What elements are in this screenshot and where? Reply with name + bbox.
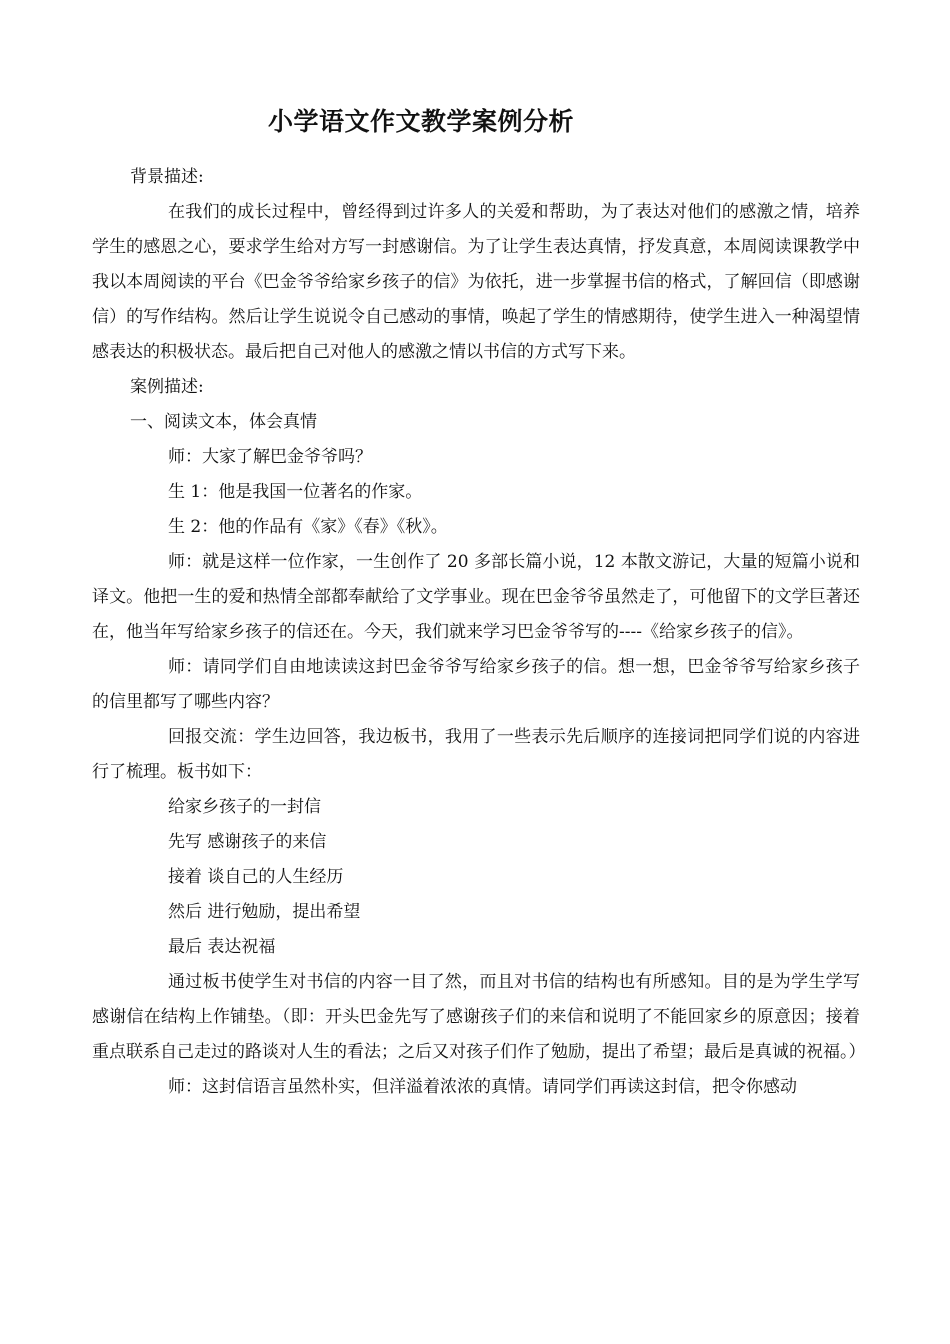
- dialogue-line: 师：这封信语言虽然朴实，但洋溢着浓浓的真情。请同学们再读这封信，把令你感动: [168, 1077, 797, 1097]
- board-line: 给家乡孩子的一封信: [168, 797, 321, 817]
- subheading-reading: 一、阅读文本，体会真情: [130, 412, 317, 432]
- section-heading-background: 背景描述:: [130, 167, 204, 187]
- dialogue-line: 生 1：他是我国一位著名的作家。: [168, 482, 423, 502]
- document-body: [92, 160, 866, 1105]
- dialogue-line: 师：大家了解巴金爷爷吗？: [168, 447, 372, 467]
- paragraph-board-explanation: 通过板书使学生对书信的内容一目了然，而且对书信的结构也有所感知。目的是为学生学写感谢信在结构上作铺垫。（即：开头巴金先写了感谢孩子们的来信和说明了不能回家乡的原意因；接着重点联系自己走过的路谈对人生的看法；之后又对孩子们作了勉励，提出了希望；最后是真诚的祝福。）: [92, 972, 866, 1062]
- dialogue-line: 师：请同学们自由地读读这封巴金爷爷写给家乡孩子的信。想一想，巴金爷爷写给家乡孩子的信里都写了哪些内容？: [92, 657, 860, 712]
- board-line: 先写 感谢孩子的来信: [168, 832, 327, 852]
- dialogue-line: 生 2：他的作品有《家》《春》《秋》。: [168, 517, 448, 537]
- dialogue-line: 师：就是这样一位作家，一生创作了 20 多部长篇小说，12 本散文游记，大量的短篇小说和译文。他把一生的爱和热情全部都奉献给了文学事业。现在巴金爷爷虽然走了，可他留下的文学巨著还在，他当年写给家乡孩子的信还在。今天，我们就来学习巴金爷爷写的----《给家乡孩子的信》。: [92, 552, 860, 642]
- paragraph-exchange: 回报交流：学生边回答，我边板书，我用了一些表示先后顺序的连接词把同学们说的内容进行了梳理。板书如下：: [92, 727, 860, 782]
- board-line: 接着 谈自己的人生经历: [168, 867, 344, 887]
- paragraph-background: 在我们的成长过程中，曾经得到过许多人的关爱和帮助，为了表达对他们的感激之情，培养学生的感恩之心，要求学生给对方写一封感谢信。为了让学生表达真情，抒发真意，本周阅读课教学中我以本周阅读的平台《巴金爷爷给家乡孩子的信》为依托，进一步掌握书信的格式，了解回信（即感谢信）的写作结构。然后让学生说说令自己感动的事情，唤起了学生的情感期待，使学生进入一种渴望情感表达的积极状态。最后把自己对他人的感激之情以书信的方式写下来。: [92, 202, 860, 362]
- document-title: 小学语文作文教学案例分析: [267, 107, 574, 136]
- board-line: 最后 表达祝福: [168, 937, 276, 957]
- section-heading-case: 案例描述:: [130, 377, 204, 397]
- board-line: 然后 进行勉励，提出希望: [168, 902, 361, 922]
